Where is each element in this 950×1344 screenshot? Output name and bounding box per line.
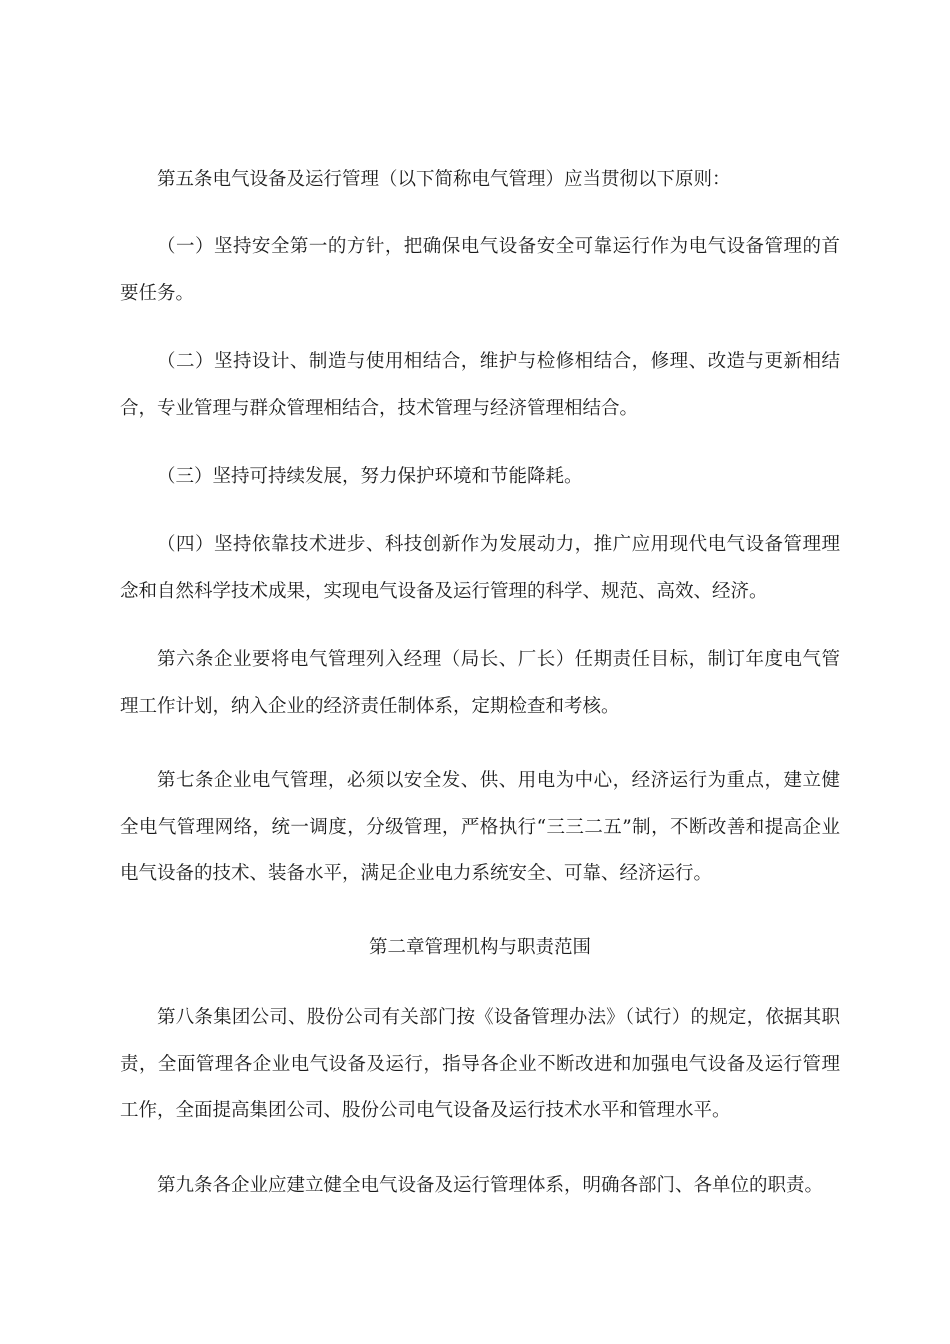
principle-2-paragraph: （二）坚持设计、制造与使用相结合，维护与检修相结合，修理、改造与更新相结合，专业管理与群众管理相结合，技术管理与经济管理相结合。: [120, 351, 840, 419]
principle-1-paragraph: （一）坚持安全第一的方针，把确保电气设备安全可靠运行作为电气设备管理的首要任务。: [120, 236, 840, 304]
article-8-paragraph: 第八条集团公司、股份公司有关部门按《设备管理办法》（试行）的规定，依据其职责，全面管理各企业电气设备及运行，指导各企业不断改进和加强电气设备及运行管理工作，全面提高集团公司、股份公司电气设备及运行技术水平和管理水平。: [120, 1007, 840, 1121]
article-5-paragraph: 第五条电气设备及运行管理（以下简称电气管理）应当贯彻以下原则：: [157, 169, 731, 190]
chapter-heading: 第二章管理机构与职责范围: [368, 937, 591, 958]
principle-3-paragraph: （三）坚持可持续发展，努力保护环境和节能降耗。: [157, 466, 583, 487]
principle-4-paragraph: （四）坚持依靠技术进步、科技创新作为发展动力，推广应用现代电气设备管理理念和自然科学技术成果，实现电气设备及运行管理的科学、规范、高效、经济。: [120, 534, 840, 602]
article-9-paragraph: 第九条各企业应建立健全电气设备及运行管理体系，明确各部门、各单位的职责。: [157, 1175, 824, 1196]
article-6-paragraph: 第六条企业要将电气管理列入经理（局长、厂长）任期责任目标，制订年度电气管理工作计划，纳入企业的经济责任制体系，定期检查和考核。: [120, 649, 840, 717]
article-7-paragraph: 第七条企业电气管理，必须以安全发、供、用电为中心，经济运行为重点，建立健全电气管理网络，统一调度，分级管理，严格执行“三三二五”制，不断改善和提高企业电气设备的技术、装备水平，满足企业电力系统安全、可靠、经济运行。: [120, 770, 840, 884]
